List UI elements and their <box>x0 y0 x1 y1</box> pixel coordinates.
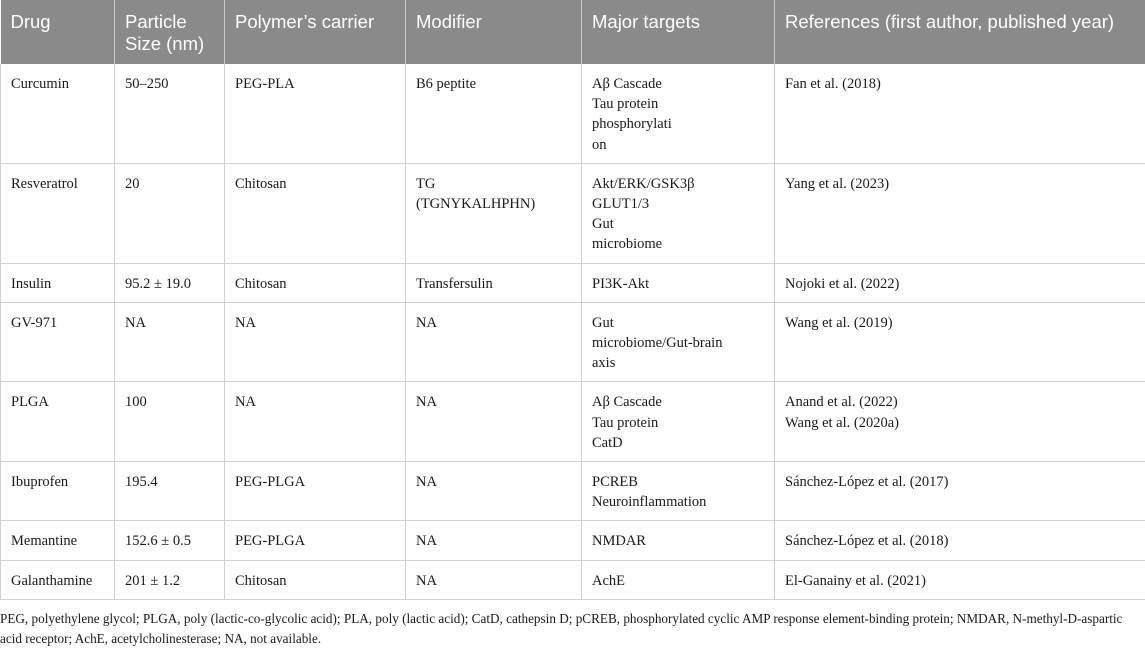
modifier-line: TG <box>416 175 436 192</box>
targets-line: Gut <box>592 314 614 331</box>
modifier-cell <box>406 560 582 599</box>
targets-cell <box>582 382 775 462</box>
targets-line: microbiome/Gut-brain <box>592 335 723 352</box>
particle-size-cell: 95.2 ± 19.0 <box>115 263 225 302</box>
targets-line: PI3K-Akt <box>592 275 650 292</box>
references-cell <box>775 462 1145 521</box>
header-particle-size: Particle Size (nm) <box>115 0 225 64</box>
references-line: Sánchez-López et al. (2017) <box>785 474 949 491</box>
modifier-line: NA <box>416 533 437 550</box>
modifier-cell <box>406 462 582 521</box>
targets-cell <box>582 302 775 382</box>
modifier-cell <box>406 521 582 560</box>
drug-cell: Galanthamine <box>1 560 115 599</box>
header-drug: Drug <box>10 11 51 32</box>
references-cell <box>775 521 1145 560</box>
targets-cell <box>582 163 775 263</box>
table-footnote: PEG, polyethylene glycol; PLGA, poly (lactic-co-glycolic acid); PLA, poly (lactic acid); CatD, cathepsin D; pCREB, phosphorylated cyclic AMP response element-binding protein; NMDAR, N-methyl-D-aspartic acid receptor; AchE, acetylcholinesterase; NA, not available. <box>0 611 1123 646</box>
modifier-cell <box>406 263 582 302</box>
targets-line: on <box>592 136 607 153</box>
table-row <box>1 64 1145 163</box>
targets-line: PCREB <box>592 474 638 491</box>
carrier-cell: PEG-PLA <box>225 64 406 163</box>
header-polymer-carrier: Polymer’s carrier <box>225 0 406 64</box>
references-line: Wang et al. (2020a) <box>785 414 899 431</box>
carrier-cell: PEG-PLGA <box>225 462 406 521</box>
targets-line: Akt/ERK/GSK3β <box>592 175 695 192</box>
modifier-line: NA <box>416 394 437 411</box>
table-row <box>1 263 1145 302</box>
references-line: Sánchez-López et al. (2018) <box>785 533 949 550</box>
carrier-cell: NA <box>225 302 406 382</box>
references-cell <box>775 302 1145 382</box>
table-row <box>1 302 1145 382</box>
modifier-line: Transfersulin <box>416 275 493 292</box>
targets-line: Gut <box>592 216 614 233</box>
targets-line: AchE <box>592 572 626 589</box>
references-line: Fan et al. (2018) <box>785 76 881 92</box>
particle-size-cell: 201 ± 1.2 <box>115 560 225 599</box>
header-references: References (first author, published year) <box>775 0 1145 64</box>
targets-line: GLUT1/3 <box>592 196 650 213</box>
targets-line: axis <box>592 355 616 372</box>
carrier-cell: Chitosan <box>225 263 406 302</box>
table-row <box>1 163 1145 263</box>
carrier-cell: Chitosan <box>225 163 406 263</box>
references-line: El-Ganainy et al. (2021) <box>785 572 926 589</box>
particle-size-cell: 195.4 <box>115 462 225 521</box>
targets-cell <box>582 263 775 302</box>
targets-line: CatD <box>592 434 623 451</box>
particle-size-cell: NA <box>115 302 225 382</box>
references-line: Yang et al. (2023) <box>785 175 890 192</box>
drug-cell: Resveratrol <box>1 163 115 263</box>
modifier-cell <box>406 64 582 163</box>
modifier-line: (TGNYKALHPHN) <box>416 196 536 213</box>
drug-cell: PLGA <box>1 382 115 462</box>
particle-size-cell: 100 <box>115 382 225 462</box>
modifier-cell <box>406 382 582 462</box>
modifier-line: NA <box>416 314 437 331</box>
references-cell <box>775 64 1145 163</box>
references-line: Wang et al. (2019) <box>785 314 893 331</box>
table-row <box>1 521 1145 560</box>
references-line: Anand et al. (2022) <box>785 394 898 411</box>
carrier-cell: NA <box>225 382 406 462</box>
header-major-targets: Major targets <box>582 0 775 64</box>
drug-cell: Ibuprofen <box>1 462 115 521</box>
targets-line: Aβ Cascade <box>592 394 662 411</box>
carrier-cell: PEG-PLGA <box>225 521 406 560</box>
drug-cell: Insulin <box>1 263 115 302</box>
table-header-row <box>1 0 1145 64</box>
table-row <box>1 560 1145 599</box>
modifier-cell <box>406 302 582 382</box>
table-row <box>1 382 1145 462</box>
drug-cell: Curcumin <box>1 64 115 163</box>
drug-cell: Memantine <box>1 521 115 560</box>
targets-line: Tau protein <box>592 96 659 113</box>
targets-cell <box>582 462 775 521</box>
targets-cell <box>582 64 775 163</box>
modifier-line: B6 peptite <box>416 76 477 92</box>
table-body <box>1 64 1145 599</box>
targets-cell <box>582 521 775 560</box>
particle-size-cell: 20 <box>115 163 225 263</box>
targets-line: Tau protein <box>592 414 659 431</box>
targets-line: phosphorylati <box>592 116 672 133</box>
particle-size-cell: 152.6 ± 0.5 <box>115 521 225 560</box>
modifier-line: NA <box>416 572 437 589</box>
targets-cell <box>582 560 775 599</box>
header-modifier: Modifier <box>406 0 582 64</box>
references-cell <box>775 560 1145 599</box>
carrier-cell: Chitosan <box>225 560 406 599</box>
references-cell <box>775 263 1145 302</box>
modifier-line: NA <box>416 474 437 491</box>
modifier-cell <box>406 163 582 263</box>
references-cell <box>775 163 1145 263</box>
drug-cell: GV-971 <box>1 302 115 382</box>
targets-line: Neuroinflammation <box>592 494 707 511</box>
references-cell <box>775 382 1145 462</box>
targets-line: microbiome <box>592 236 663 253</box>
targets-line: Aβ Cascade <box>592 76 662 92</box>
references-line: Nojoki et al. (2022) <box>785 275 900 292</box>
targets-line: NMDAR <box>592 533 646 550</box>
particle-size-cell: 50–250 <box>115 64 225 163</box>
table-row <box>1 462 1145 521</box>
